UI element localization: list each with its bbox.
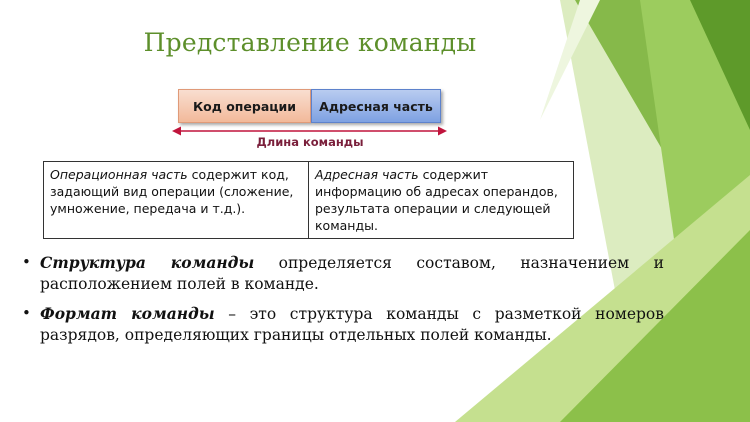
bullet-marker: • (22, 304, 31, 322)
opcode-field-box: Код операции (178, 89, 311, 123)
length-label: Длина команды (256, 135, 364, 149)
bullet-term: Формат команды (40, 304, 215, 323)
address-field-box: Адресная часть (311, 89, 441, 123)
bullet-text: определяется составом, назначением и расположением полей в команде. (40, 254, 664, 293)
slide-title: Представление команды (143, 28, 477, 57)
opcode-term: Операционная часть (50, 167, 188, 182)
bullet-text: – это структура команды с разметкой номеров разрядов, определяющих границы отдельных полей команды. (40, 305, 664, 344)
opcode-description-cell (44, 162, 309, 239)
bullet-term: Структура команды (40, 253, 255, 272)
address-term: Адресная часть (315, 167, 419, 182)
bullet-item (22, 252, 664, 295)
address-description-cell (309, 162, 574, 239)
bullet-list (22, 252, 664, 354)
description-table (43, 161, 574, 239)
bullet-item (22, 303, 664, 346)
bullet-marker: • (22, 253, 31, 271)
opcode-description: содержит код, задающий вид операции (сложение, умножение, передача и т.д.). (50, 167, 294, 216)
address-description: содержит информацию об адресах операндов, результата операции и следующей команды. (315, 167, 558, 233)
